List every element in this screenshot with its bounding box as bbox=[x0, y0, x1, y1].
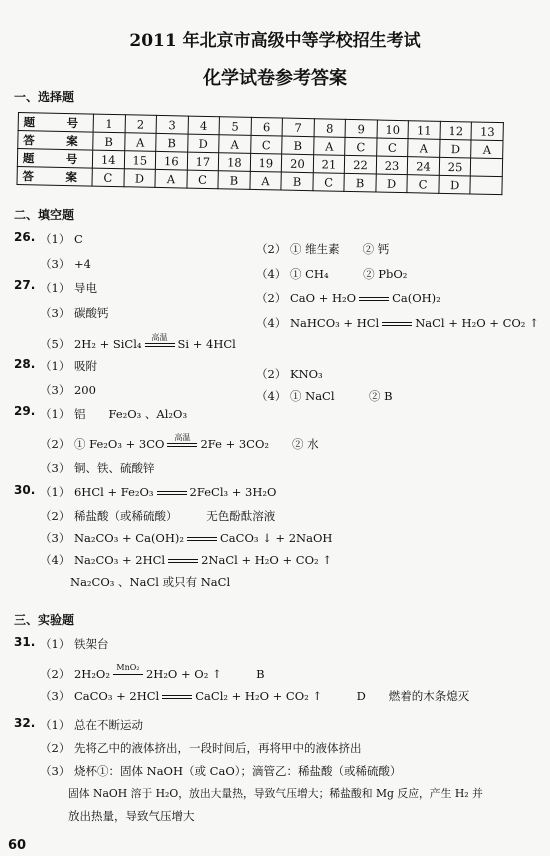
equals-sign bbox=[157, 491, 187, 495]
equals-sign bbox=[382, 322, 412, 326]
equals-sign bbox=[187, 537, 217, 541]
section-experiment-title: 三、实验题 bbox=[14, 613, 75, 627]
answer-cell: D bbox=[439, 139, 471, 158]
question-number-cell: 21 bbox=[313, 155, 345, 174]
answer-cell: D bbox=[376, 174, 408, 193]
question-number: 31. bbox=[14, 635, 36, 649]
answer-line: Na₂CO₃ 、NaCl 或只有 NaCl bbox=[70, 575, 231, 589]
answer-cell: A bbox=[219, 135, 251, 154]
answer-line: （3） 铜、铁、硫酸锌 bbox=[40, 461, 155, 475]
row-label: 题 号 bbox=[18, 113, 93, 133]
question-number: 32. bbox=[14, 716, 36, 730]
answer-cell: C bbox=[92, 168, 124, 187]
section-fill-title: 二、填空题 bbox=[14, 208, 75, 222]
equals-sign bbox=[145, 333, 175, 347]
answer-line bbox=[256, 290, 441, 306]
page-number: 60 bbox=[8, 838, 27, 853]
question-number-cell: 6 bbox=[251, 117, 283, 136]
equation-right: 2Fe + 3CO₂ ② 水 bbox=[200, 437, 319, 451]
equation-right: 2H₂O + O₂ ↑ B bbox=[145, 667, 265, 681]
equation-right: Si + 4HCl bbox=[177, 337, 236, 351]
answer-cell bbox=[470, 176, 502, 195]
answer-cell: A bbox=[471, 140, 503, 159]
row-label: 答 案 bbox=[18, 131, 93, 151]
question-number-cell: 19 bbox=[250, 153, 282, 172]
equation-left: （4） Na₂CO₃ + 2HCl bbox=[40, 553, 166, 567]
question-number-cell: 17 bbox=[187, 152, 219, 171]
question-number-cell: 1 bbox=[93, 114, 125, 133]
row-label: 答 案 bbox=[17, 166, 92, 186]
answer-cell: B bbox=[156, 133, 188, 152]
question-number-cell: 3 bbox=[156, 115, 188, 134]
equals-sign bbox=[113, 662, 143, 677]
question-number-cell: 20 bbox=[281, 154, 313, 173]
answer-cell: C bbox=[345, 137, 377, 156]
answer-cell: A bbox=[313, 137, 345, 156]
answer-line: （1） 吸附 bbox=[40, 359, 97, 373]
equals-sign bbox=[168, 559, 198, 563]
equals-sign bbox=[162, 695, 192, 699]
question-number-cell: 13 bbox=[471, 122, 503, 141]
question-number-cell: 5 bbox=[219, 117, 251, 136]
reaction-condition: 高温 bbox=[174, 433, 191, 442]
equation-right: CaCl₂ + H₂O + CO₂ ↑ D 燃着的木条熄灭 bbox=[195, 689, 470, 703]
answer-line: （1） 导电 bbox=[40, 281, 97, 295]
equation-left: （2） 2H₂O₂ bbox=[40, 667, 110, 681]
equation-left: （3） CaCO₃ + 2HCl bbox=[40, 689, 160, 703]
equation-left: （2） CaO + H₂O bbox=[256, 291, 357, 305]
question-number-cell: 4 bbox=[188, 116, 220, 135]
answer-line bbox=[40, 530, 332, 546]
question-number-cell: 11 bbox=[408, 121, 440, 140]
answer-cell: D bbox=[439, 175, 471, 194]
question-number: 27. bbox=[14, 278, 36, 292]
equation-right: NaCl + H₂O + CO₂ ↑ bbox=[415, 316, 539, 330]
answer-line bbox=[256, 315, 539, 331]
equation-left: （3） Na₂CO₃ + Ca(OH)₂ bbox=[40, 531, 184, 545]
answer-line: （2） 稀盐酸（或稀硫酸） 无色酚酞溶液 bbox=[40, 509, 276, 523]
answer-line: （2） KNO₃ bbox=[256, 367, 323, 381]
answer-cell: D bbox=[187, 134, 219, 153]
question-number-cell: 16 bbox=[155, 151, 187, 170]
answer-cell: A bbox=[124, 133, 156, 152]
equation-left: （4） NaHCO₃ + HCl bbox=[256, 316, 380, 330]
answer-line: （3） 烧杯①：固体 NaOH（或 CaO）；滴管乙：稀盐酸（或稀硫酸） bbox=[40, 764, 402, 778]
answer-line: （4） ① CH₄ ② PbO₂ bbox=[256, 267, 408, 281]
answer-line bbox=[40, 333, 236, 352]
question-number-cell bbox=[471, 158, 503, 177]
answer-line: 放出热量，导致气压增大 bbox=[68, 809, 195, 823]
equation-right: 2FeCl₃ + 3H₂O bbox=[189, 485, 277, 499]
answer-line bbox=[40, 688, 469, 704]
answer-line: （1） 铁架台 bbox=[40, 637, 109, 651]
equals-sign bbox=[359, 297, 389, 301]
answer-cell: B bbox=[282, 136, 314, 155]
section-choice-title: 一、选择题 bbox=[14, 90, 75, 104]
question-number: 28. bbox=[14, 357, 36, 371]
equation-right: CaCO₃ ↓ + 2NaOH bbox=[219, 531, 333, 545]
equation-left: （1） 6HCl + Fe₂O₃ bbox=[40, 485, 154, 499]
question-number-cell: 12 bbox=[440, 121, 472, 140]
answer-key-title: 化学试卷参考答案 bbox=[203, 68, 347, 89]
question-number-cell: 2 bbox=[125, 115, 157, 134]
equation-left: （5） 2H₂ + SiCl₄ bbox=[40, 337, 142, 351]
answer-line bbox=[40, 552, 332, 568]
answer-cell: D bbox=[123, 169, 155, 188]
question-number-cell: 22 bbox=[345, 155, 377, 174]
answer-line bbox=[40, 662, 265, 682]
reaction-condition: MnO₂ bbox=[116, 662, 140, 672]
question-number-cell: 18 bbox=[218, 153, 250, 172]
question-number-cell: 10 bbox=[377, 120, 409, 139]
answer-cell: B bbox=[281, 172, 313, 191]
answer-cell: C bbox=[376, 138, 408, 157]
answer-cell: C bbox=[407, 175, 439, 194]
answer-cell: B bbox=[344, 173, 376, 192]
answer-cell: A bbox=[408, 139, 440, 158]
answer-line: （1） C bbox=[40, 232, 83, 246]
answer-line bbox=[40, 484, 276, 500]
answer-line: （1） 铝 Fe₂O₃ 、Al₂O₃ bbox=[40, 407, 188, 421]
question-number: 26. bbox=[14, 230, 36, 244]
question-number-cell: 25 bbox=[439, 157, 471, 176]
answer-cell: A bbox=[155, 169, 187, 188]
row-label: 题 号 bbox=[17, 149, 92, 169]
equation-right: Ca(OH)₂ bbox=[392, 291, 441, 305]
answer-line: （3） +4 bbox=[40, 257, 91, 271]
reaction-condition: 高温 bbox=[151, 333, 168, 342]
equation-right: 2NaCl + H₂O + CO₂ ↑ bbox=[201, 553, 332, 567]
answer-cell: A bbox=[250, 171, 282, 190]
answer-cell: B bbox=[218, 171, 250, 190]
question-number-cell: 9 bbox=[345, 119, 377, 138]
question-number-cell: 24 bbox=[408, 157, 440, 176]
answer-cell: C bbox=[187, 170, 219, 189]
exam-title: 2011 年北京市高级中等学校招生考试 bbox=[129, 31, 421, 51]
answer-line: （4） ① NaCl ② B bbox=[256, 389, 393, 403]
question-number: 30. bbox=[14, 483, 36, 497]
answer-line bbox=[40, 433, 319, 452]
question-number-cell: 8 bbox=[314, 119, 346, 138]
answer-cell: C bbox=[313, 173, 345, 192]
question-number-cell: 15 bbox=[124, 151, 156, 170]
answer-line: （3） 200 bbox=[40, 383, 96, 397]
question-number-cell: 7 bbox=[282, 118, 314, 137]
question-number-cell: 23 bbox=[376, 156, 408, 175]
answer-line: （2） ① 维生素 ② 钙 bbox=[256, 242, 390, 256]
answer-line: （3） 碳酸钙 bbox=[40, 306, 109, 320]
answer-line: 固体 NaOH 溶于 H₂O，放出大量热，导致气压增大；稀盐酸和 Mg 反应，产生 H₂ 并 bbox=[68, 787, 483, 800]
answer-table bbox=[16, 112, 503, 195]
answer-line: （1） 总在不断运动 bbox=[40, 718, 143, 732]
question-number: 29. bbox=[14, 404, 36, 418]
answer-cell: B bbox=[93, 132, 125, 151]
answer-cell: C bbox=[250, 135, 282, 154]
answer-line: （2） 先将乙中的液体挤出，一段时间后，再将甲中的液体挤出 bbox=[40, 741, 362, 755]
equation-left: （2） ① Fe₂O₃ + 3CO bbox=[40, 437, 165, 451]
equals-sign bbox=[167, 433, 197, 447]
question-number-cell: 14 bbox=[92, 150, 124, 169]
